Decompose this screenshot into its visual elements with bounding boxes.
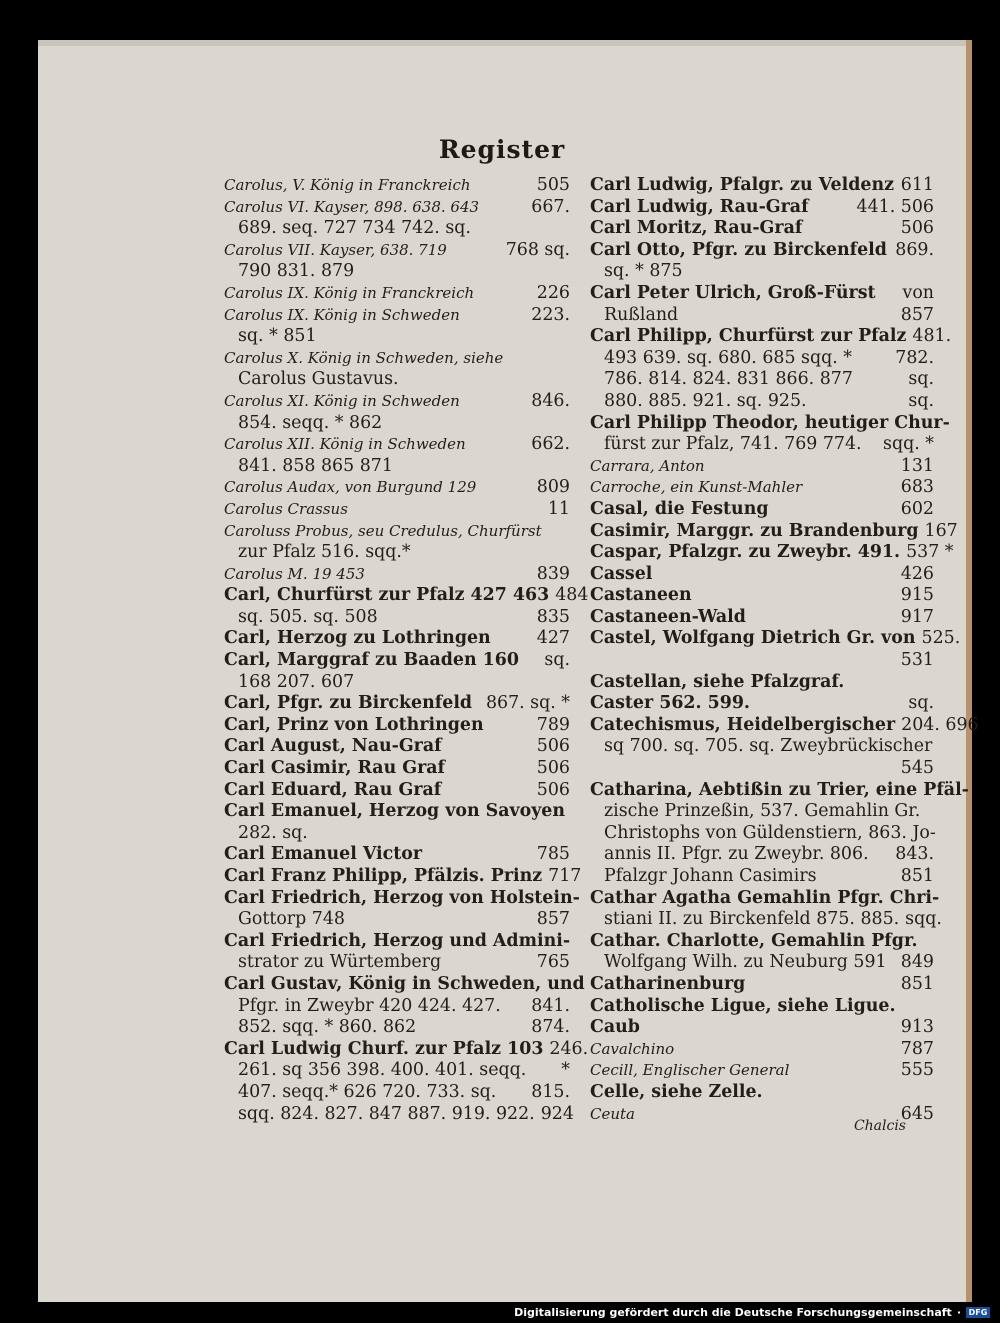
register-entry [590, 931, 934, 953]
entry-term: Carl Franz Philipp, Pfälzis. Prinz [224, 866, 543, 886]
register-entry [590, 1060, 934, 1082]
entry-term: Carl Peter Ulrich, Groß-Fürst [590, 282, 876, 303]
register-entry [224, 499, 570, 521]
entry-pages: 843. [895, 844, 934, 865]
entry-term: Carolus, V. König in Franckreich [224, 176, 471, 194]
entry-term: Catechismus, Heidelbergischer [590, 714, 896, 735]
entry-term: Castellan, siehe Pfalzgraf. [590, 671, 845, 692]
entry-term: Carolus M. 19 453 [224, 564, 365, 583]
entry-term: Carrara, Anton [590, 456, 705, 475]
register-entry [224, 305, 570, 327]
entry-term: Castaneen-Wald [590, 606, 746, 627]
register-entry [224, 218, 570, 240]
entry-term: Carolus IX. König in Franckreich [224, 283, 475, 302]
entry-term: Carolus Crassus [224, 499, 348, 518]
entry-term: Carl Ludwig Churf. zur Pfalz 103 [224, 1038, 544, 1059]
register-entry [224, 434, 570, 456]
entry-pages: 917 [900, 606, 934, 627]
register-entry [224, 607, 570, 629]
register-entry [224, 521, 570, 543]
entry-pages: 867. sq. * [485, 693, 570, 714]
register-entry [224, 758, 570, 780]
register-entry [590, 1082, 934, 1104]
entry-pages: 506 [900, 218, 934, 239]
register-entry [590, 909, 942, 931]
register-entry [590, 758, 934, 780]
entry-pages: 839 [536, 563, 570, 584]
entry-term: Casimir, Marggr. zu Brandenburg [590, 520, 919, 541]
entry-pages: sq. [908, 693, 934, 714]
entry-term: Carl Eduard, Rau Graf [224, 779, 442, 800]
entry-term: 493 639. sq. 680. 685 sqq. * [604, 347, 852, 368]
entry-pages: 841. [531, 995, 570, 1016]
entry-pages: 717 [548, 866, 582, 886]
entry-pages: 506 [536, 779, 570, 800]
register-entry [590, 197, 934, 219]
entry-term: Carolus Gustavus. [238, 369, 399, 390]
register-entry [590, 736, 934, 758]
register-column-left [224, 175, 589, 1125]
register-entry [224, 175, 570, 197]
entry-term: strator zu Würtemberg [238, 952, 442, 973]
register-entry [590, 779, 969, 802]
entry-pages: 506 [536, 758, 570, 779]
entry-term: Carl, Prinz von Lothringen [224, 714, 484, 735]
register-entry [590, 542, 954, 564]
register-entry [590, 218, 934, 240]
register-entry [224, 283, 570, 305]
entry-pages: 525. [921, 628, 961, 649]
entry-pages: 809 [536, 477, 570, 498]
entry-term: Carl Philipp, Churfürst zur Pfalz [590, 326, 907, 347]
entry-pages: 851 [900, 866, 934, 886]
entry-term: Carroche, ein Kunst-Mahler [590, 478, 803, 497]
entry-pages: 683 [900, 477, 934, 498]
entry-term: Ceuta [590, 1104, 635, 1123]
entry-term: Castel, Wolfgang Dietrich Gr. von [590, 628, 916, 649]
entry-term: Pfalzgr Johann Casimirs [604, 866, 817, 886]
register-entry [224, 348, 570, 370]
entry-term: 282. sq. [238, 822, 308, 843]
entry-term: Rußland [604, 304, 679, 325]
entry-pages: 815. [531, 1081, 570, 1102]
register-entry [590, 391, 934, 413]
entry-term: Carl Friedrich, Herzog von Holstein- [224, 887, 580, 908]
entry-term: Caroluss Probus, seu Credulus, Churfürst [224, 521, 542, 540]
entry-pages: 602 [900, 498, 934, 519]
entry-pages: 506 [536, 736, 570, 757]
register-entry [224, 261, 570, 283]
entry-pages: 662. [531, 434, 570, 455]
register-entry [224, 369, 570, 391]
register-entry [590, 499, 934, 521]
register-entry [590, 585, 934, 607]
register-entry [224, 456, 570, 478]
entry-term: stiani II. zu Birckenfeld 875. 885. [604, 909, 900, 930]
entry-pages: sqq. [905, 909, 942, 930]
entry-term: 407. seqq.* 626 720. 733. sq. [238, 1081, 497, 1102]
footer-text: Digitalisierung gefördert durch die Deutsche Forschungsgemeinschaft [514, 1306, 952, 1319]
entry-term: 790 831. 879 [238, 261, 355, 282]
register-entry [590, 1017, 934, 1039]
entry-pages: 131 [900, 455, 934, 476]
entry-pages: 505 [536, 175, 570, 195]
entry-term: Celle, siehe Zelle. [590, 1081, 763, 1102]
page-top-edge [38, 40, 966, 46]
entry-pages: 913 [900, 1017, 934, 1038]
register-entry [224, 413, 570, 435]
register-entry [224, 823, 570, 845]
register-entry [590, 650, 934, 672]
register-entry [224, 1082, 570, 1104]
entry-pages: 782. [895, 347, 934, 368]
register-entry [590, 952, 934, 974]
register-entry [590, 823, 934, 845]
register-entry [590, 240, 934, 262]
entry-term: sq. * 851 [238, 326, 317, 347]
entry-term: Carl, Churfürst zur Pfalz 427 463 [224, 585, 550, 606]
entry-term: 852. sqq. * 860. 862 [238, 1017, 417, 1038]
register-entry [224, 931, 570, 953]
entry-pages: 667. [531, 196, 570, 217]
dfg-logo-icon: DFG [966, 1307, 990, 1318]
entry-pages: 768 sq. [505, 239, 570, 260]
entry-term: Casal, die Festung [590, 498, 769, 519]
register-entry [224, 866, 582, 888]
entry-term: Carl Emanuel, Herzog von Savoyen [224, 801, 566, 822]
entry-pages: 167 [924, 520, 958, 541]
entry-term: Carl, Herzog zu Lothringen [224, 628, 491, 649]
register-entry [590, 1039, 934, 1061]
register-entry [224, 326, 570, 348]
register-entry [224, 952, 570, 974]
register-entry [224, 477, 570, 499]
entry-pages: sq. [544, 650, 570, 671]
register-column-right [590, 175, 979, 1125]
page-header: Register [438, 135, 566, 164]
entry-pages: 849 [900, 952, 934, 973]
entry-pages: 857 [900, 304, 934, 325]
entry-term: Carolus Audax, von Burgund 129 [224, 478, 477, 497]
entry-pages: sq. [908, 369, 934, 390]
entry-term: 261. sq 356 398. 400. 401. seqq. [238, 1060, 527, 1081]
register-entry [590, 628, 961, 650]
entry-term: Carolus XII. König in Schweden [224, 435, 466, 454]
entry-pages: 611 [900, 175, 934, 195]
entry-term: zische Prinzeßin, 537. Gemahlin Gr. [604, 801, 921, 822]
register-entry [224, 736, 570, 758]
register-entry [224, 585, 589, 607]
register-entry [590, 607, 934, 629]
entry-pages: 427 [536, 628, 570, 649]
register-entry [590, 412, 950, 435]
register-entry [590, 477, 934, 499]
register-entry [224, 844, 570, 866]
entry-pages: 851 [900, 973, 934, 994]
register-entry [590, 434, 934, 456]
entry-pages: 484 [555, 585, 589, 606]
register-entry [590, 326, 952, 348]
entry-pages: 789 [536, 714, 570, 735]
entry-term: Carl Gustav, König in Schweden, und [224, 973, 585, 994]
register-entry [224, 240, 570, 262]
entry-term: Carolus VII. Kayser, 638. 719 [224, 240, 447, 259]
register-entry [590, 175, 934, 197]
entry-pages: 924 [540, 1103, 574, 1124]
entry-term: Carl, Pfgr. zu Birckenfeld [224, 693, 473, 714]
entry-pages: 223. [531, 304, 570, 325]
entry-term: sq. 505. sq. 508 [238, 606, 378, 627]
register-entry [224, 801, 570, 823]
register-entry [224, 780, 570, 802]
register-entry [590, 866, 934, 888]
entry-pages: 226 [536, 282, 570, 303]
register-entry [224, 887, 580, 910]
entry-term: 880. 885. 921. sq. 925. [604, 390, 807, 411]
register-entry [224, 1103, 574, 1126]
entry-term: Carl Moritz, Rau-Graf [590, 218, 803, 239]
register-entry [224, 628, 570, 650]
entry-term: zur Pfalz 516. sqq.* [238, 542, 411, 563]
entry-term: 786. 814. 824. 831 866. 877 [604, 369, 853, 390]
entry-pages: 204. 696 [901, 714, 979, 735]
register-entry [590, 714, 979, 737]
entry-pages: 441. 506 [856, 196, 934, 217]
register-entry [224, 693, 570, 715]
entry-pages: 785 [536, 844, 570, 865]
entry-term: Caub [590, 1017, 640, 1038]
entry-term: Carl Otto, Pfgr. zu Birckenfeld [590, 239, 887, 260]
register-entry [590, 564, 934, 586]
register-page [38, 40, 979, 1302]
entry-term: Cecill, Englischer General [590, 1061, 790, 1080]
register-entry [590, 693, 934, 715]
register-entry [224, 1017, 570, 1039]
entry-term: Cathar Agatha Gemahlin Pfgr. Chri- [590, 887, 940, 908]
entry-term: Cassel [590, 563, 653, 584]
entry-term: Carl Casimir, Rau Graf [224, 758, 446, 779]
entry-term: sq. * 875 [604, 261, 683, 282]
entry-term: fürst zur Pfalz, 741. 769 774. [604, 434, 862, 455]
register-entry [590, 369, 934, 391]
register-entry [224, 650, 570, 672]
entry-pages: 537 * [906, 542, 954, 563]
register-entry [590, 887, 940, 910]
entry-term: sqq. 824. 827. 847 887. 919. 922. [238, 1103, 535, 1124]
entry-term: 168 207. 607 [238, 671, 355, 692]
entry-term: Carl Friedrich, Herzog und Admini- [224, 930, 571, 951]
entry-term: annis II. Pfgr. zu Zweybr. 806. [604, 844, 869, 865]
entry-term: Carl August, Nau-Graf [224, 736, 442, 757]
register-entry [590, 996, 934, 1018]
register-entry [224, 672, 570, 694]
entry-term: Catharina, Aebtißin zu Trier, eine Pfäl- [590, 779, 969, 800]
entry-pages: sqq. * [883, 434, 934, 455]
entry-pages: 915 [900, 585, 934, 606]
entry-term: Carolus VI. Kayser, 898. 638. 643 [224, 197, 480, 216]
entry-pages: 246. [549, 1038, 589, 1059]
entry-pages: 765 [536, 952, 570, 973]
register-entry [224, 1060, 570, 1082]
entry-term: 841. 858 865 871 [238, 455, 393, 476]
entry-term: Carl Ludwig, Pfalgr. zu Veldenz [590, 175, 894, 195]
register-entry [224, 542, 570, 564]
digitization-footer: Digitalisierung gefördert durch die Deutsche Forschungsgemeinschaft · DFG [514, 1306, 990, 1319]
entry-pages: 426 [900, 563, 934, 584]
register-entry [590, 844, 934, 866]
entry-pages: 869. [895, 239, 934, 260]
entry-term: Caster 562. 599. [590, 693, 750, 714]
entry-term: Carl Philipp Theodor, heutiger Chur- [590, 412, 950, 433]
entry-pages: 481. [912, 326, 952, 347]
entry-term: Catharinenburg [590, 973, 746, 994]
entry-term: Carl, Marggraf zu Baaden 160 [224, 650, 519, 671]
entry-term: Caspar, Pfalzgr. zu Zweybr. 491. [590, 542, 901, 563]
entry-term: Cathar. Charlotte, Gemahlin Pfgr. [590, 930, 918, 951]
entry-term: Carolus IX. König in Schweden [224, 305, 460, 324]
entry-term: Pfgr. in Zweybr 420 424. 427. [238, 995, 501, 1016]
register-entry [590, 348, 934, 370]
entry-pages: 11 [547, 498, 570, 519]
entry-term: Carl Emanuel Victor [224, 844, 423, 865]
register-entry [590, 974, 934, 996]
entry-term: Cavalchino [590, 1039, 675, 1058]
entry-pages: 874. [531, 1017, 570, 1038]
register-entry [224, 715, 570, 737]
catchword: Chalcis [853, 1118, 906, 1134]
register-entry [590, 801, 934, 823]
entry-term: Gottorp 748 [238, 909, 345, 930]
register-entry [590, 261, 934, 283]
register-entry [224, 197, 570, 219]
register-entry [224, 909, 570, 931]
entry-pages: * [561, 1060, 570, 1081]
entry-term: Catholische Ligue, siehe Ligue. [590, 995, 896, 1016]
entry-term: sq 700. sq. 705. sq. Zweybrückischer [604, 736, 933, 757]
entry-term: 689. seq. 727 734 742. sq. [238, 218, 471, 239]
entry-pages: 555 [900, 1060, 934, 1081]
entry-pages: 857 [536, 909, 570, 930]
register-entry [224, 1038, 589, 1061]
entry-pages: von [902, 282, 934, 303]
entry-term: Wolfgang Wilh. zu Neuburg 591 [604, 952, 887, 973]
entry-term: Christophs von Güldenstiern, 863. Jo- [604, 822, 936, 843]
entry-pages: 846. [531, 390, 570, 411]
entry-pages: 645 [900, 1103, 934, 1124]
register-entry [224, 996, 570, 1018]
register-entry [590, 672, 934, 694]
entry-pages: sq. [908, 390, 934, 411]
entry-pages: 531 [900, 650, 934, 671]
register-entry [590, 520, 958, 543]
register-entry [224, 564, 570, 586]
entry-pages: 835 [536, 606, 570, 627]
entry-term: Carolus X. König in Schweden, siehe [224, 348, 504, 367]
entry-term: Carl Ludwig, Rau-Graf [590, 196, 809, 217]
register-entry [224, 973, 585, 996]
register-entry [590, 283, 934, 305]
entry-pages: 545 [900, 758, 934, 779]
entry-term: 854. seqq. * 862 [238, 412, 383, 433]
register-entry [590, 305, 934, 327]
register-entry [224, 391, 570, 413]
entry-term: Castaneen [590, 585, 692, 606]
register-entry [590, 456, 934, 478]
entry-pages: 787 [900, 1038, 934, 1059]
entry-term: Carolus XI. König in Schweden [224, 391, 460, 410]
